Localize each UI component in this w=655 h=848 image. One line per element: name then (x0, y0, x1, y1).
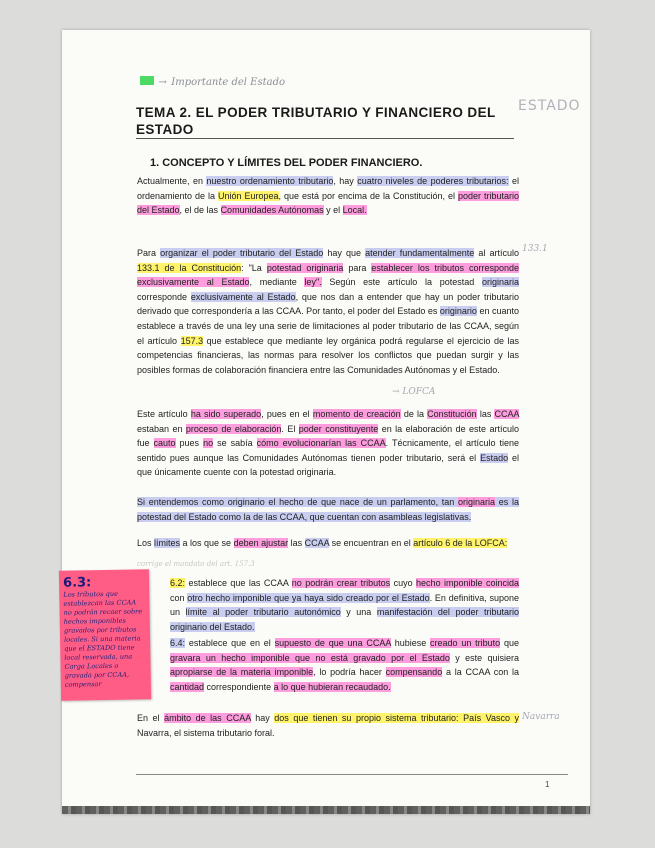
scan-edge (62, 806, 590, 814)
paragraph-6: 6.2: establece que las CCAA no podrán crear tributos cuyo hecho imponible coincida con otro hecho imponible que ya haya sido creado por el Estado. En definitiva, supone un límite al poder tributario autonómico y una manifestación del poder tributario originario del Estado. (170, 578, 520, 632)
paragraph-5: Los límites a los que se deben ajustar las CCAA se encuentran en el artículo 6 de la LOFCA: (137, 538, 508, 548)
section-title: 1. CONCEPTO Y LÍMITES DEL PODER FINANCIERO. (150, 157, 423, 169)
margin-note-estado: ESTADO (518, 98, 581, 114)
paragraph-3: Este artículo ha sido superado, pues en el momento de creación de la Constitución las CCAA estaban en proceso de elaboración. El poder constituyente en la elaboración de este artículo fue cauto pues no se sabía cómo evolucionarían las CCAA. Técnicamente, el artículo tiene sentido pues aunque las Comunidades Autónomas tienen poder tributario, será el Estado el que únicamente cuente con la potestad originaria. (137, 409, 520, 478)
green-highlight-swatch (140, 76, 154, 85)
top-note-text: Importante del Estado (171, 77, 285, 88)
title-divider (136, 138, 514, 139)
sticky-note (59, 569, 151, 701)
margin-note-navarra: Navarra (522, 712, 560, 722)
top-arrow: → (158, 77, 167, 88)
paragraph-2: Para organizar el poder tributario del Estado hay que atender fundamentalmente al artículo 133.1 de la Constitución: "La potestad originaria para establecer los tributos corresponde exclusivamente al Estado, mediante ley". Según este artículo la potestad originaria corresponde exclusivamente al Estado, que nos dan a entender que hay un poder tributario derivado que correspondería a las CCAA. Por tanto, el poder del Estado es originario en cuanto establece a través de una ley una serie de limitaciones al poder tributario de las CCAA, según el artículo 157.3 que establece que mediante ley orgánica podrá regularse el ejercicio de las competencias financieras, las normas para resolver los conflictos que puedan surgir y las posibles formas de colaboración financiera entre las Comunidades Autónomas y el Estado. (137, 248, 520, 375)
paragraph-7: 6.4: establece que en el supuesto de que una CCAA hubiese creado un tributo que gravara un hecho imponible que no está gravado por el Estado y este quisiera apropiarse de la materia imponible, lo podría hacer compensando a la CCAA con la cantidad correspondiente a lo que hubieran recaudado. (170, 638, 520, 692)
margin-note-1331: 133.1 (522, 244, 548, 254)
sticky-note-number: 6.3: (62, 575, 92, 591)
footer-rule (136, 774, 568, 775)
paragraph-8: En el ámbito de las CCAA hay dos que tienen su propio sistema tributario: País Vasco y Navarra, el sistema tributario foral. (137, 713, 519, 738)
paragraph-4: Si entendemos como originario el hecho de que nace de un parlamento, tan originaria es la potestad del Estado como la de las CCAA, que cuentan con asambleas legislativas. (137, 497, 520, 522)
document-title: TEMA 2. EL PODER TRIBUTARIO Y FINANCIERO DEL ESTADO (136, 105, 496, 137)
top-annotation (140, 72, 285, 90)
faint-note: corrige el mandato del art. 157.3 (137, 560, 255, 568)
page-number: 1 (545, 780, 550, 789)
paragraph-1: Actualmente, en nuestro ordenamiento tributario, hay cuatro niveles de poderes tributarios: el ordenamiento de la Unión Europea, que está por encima de la Constitución, el poder tributario del Estado, el de las Comunidades Autónomas y el Local. (137, 176, 519, 216)
margin-note-lofca: → LOFCA (392, 387, 436, 397)
sticky-note-text: Los tributos que establezcan las CCAA no podrán recaer sobre hechos imponibles gravados por tributos locales. Si una materia que el ESTADO tiene local reservada, una Carga Locales o gravada por CCAA, compensar (63, 589, 143, 689)
